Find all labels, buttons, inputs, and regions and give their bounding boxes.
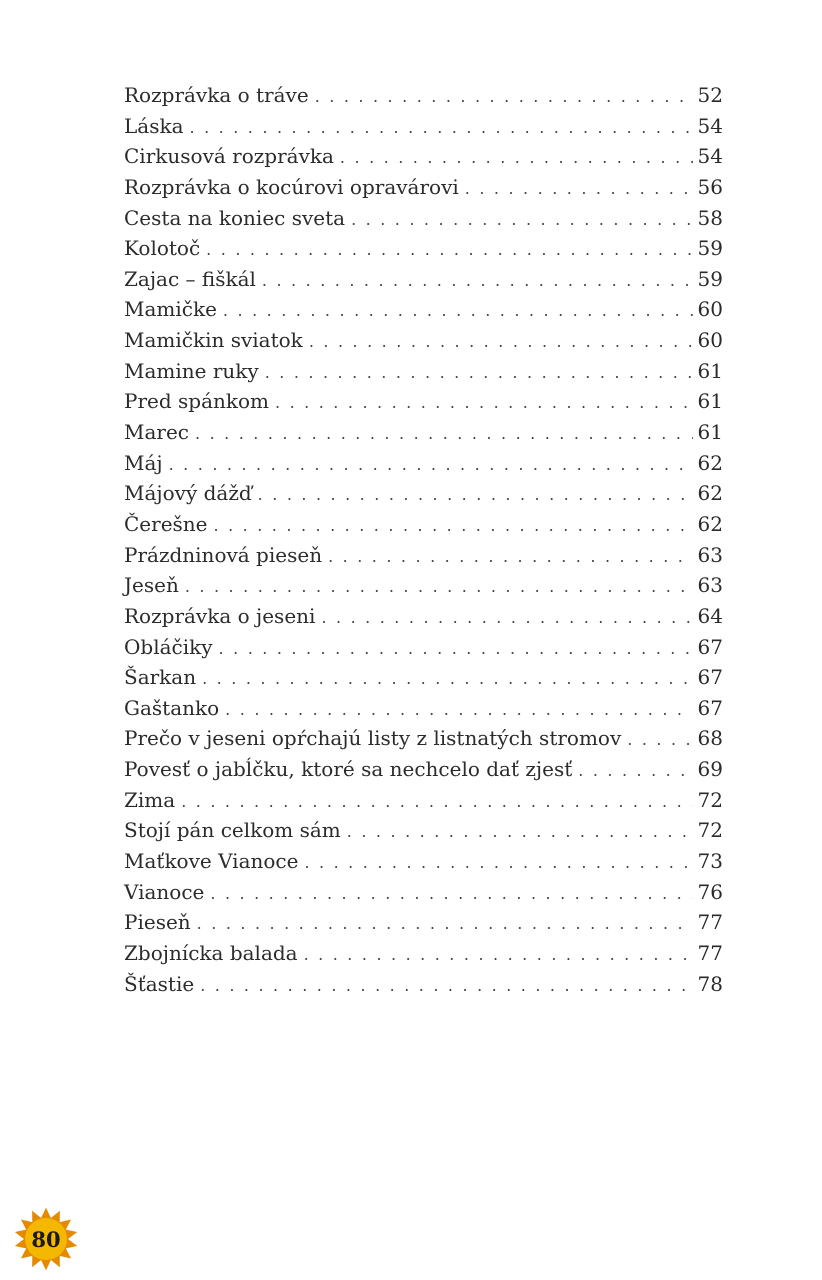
toc-entry-page: 62 xyxy=(697,450,723,475)
toc-entry-title: Prázdninová pieseň xyxy=(124,542,323,567)
toc-entry-page: 78 xyxy=(697,971,723,996)
toc-dot-leader xyxy=(340,143,693,173)
toc-entry-title: Čerešne xyxy=(124,511,208,536)
toc-entry xyxy=(124,785,723,816)
toc-entry-page: 67 xyxy=(697,634,723,659)
toc-entry xyxy=(124,754,723,785)
toc-entry-title: Pred spánkom xyxy=(124,389,270,414)
toc-dot-leader xyxy=(262,266,693,296)
toc-entry xyxy=(124,294,723,325)
toc-entry-title: Marec xyxy=(124,420,189,445)
toc-entry-title: Prečo v jeseni opŕchajú listy z listnatých stromov xyxy=(124,726,622,751)
toc-entry-page: 72 xyxy=(697,787,723,812)
toc-dot-leader xyxy=(195,419,693,449)
toc-entry-title: Vianoce xyxy=(124,879,205,904)
toc-entry-page: 60 xyxy=(697,328,723,353)
toc-entry-page: 73 xyxy=(697,849,723,874)
toc-entry-title: Zajac – fiškál xyxy=(124,266,256,291)
toc-entry-page: 52 xyxy=(697,83,723,107)
toc-entry xyxy=(124,478,723,509)
toc-entry-title: Rozprávka o tráve xyxy=(124,83,309,107)
toc-entry-page: 59 xyxy=(697,266,723,291)
toc-entry-title: Povesť o jabĺčku, ktoré sa nechcelo dať zjesť xyxy=(124,757,573,782)
toc-entry-title: Mamičkin sviatok xyxy=(124,328,303,353)
toc-entry-page: 62 xyxy=(697,481,723,506)
toc-entry-title: Rozprávka o kocúrovi opravárovi xyxy=(124,174,459,199)
toc-entry xyxy=(124,264,723,295)
toc-entry-page: 63 xyxy=(697,573,723,598)
toc-dot-leader xyxy=(181,787,693,817)
toc-entry xyxy=(124,815,723,846)
toc-entry xyxy=(124,172,723,203)
toc-entry-page: 72 xyxy=(697,818,723,843)
toc-entry-title: Zima xyxy=(124,787,176,812)
toc-dot-leader xyxy=(315,82,693,112)
toc-entry-title: Gaštanko xyxy=(124,695,220,720)
toc-entry xyxy=(124,570,723,601)
toc-entry xyxy=(124,325,723,356)
toc-dot-leader xyxy=(223,296,693,326)
toc-entry xyxy=(124,969,723,1000)
toc-entry-page: 76 xyxy=(697,879,723,904)
toc-entry xyxy=(124,601,723,632)
toc-entry xyxy=(124,356,723,387)
toc-dot-leader xyxy=(321,603,693,633)
toc-entry-title: Mamine ruky xyxy=(124,358,259,383)
toc-entry-page: 77 xyxy=(697,910,723,935)
toc-entry-title: Jeseň xyxy=(124,573,179,598)
toc-entry xyxy=(124,723,723,754)
toc-entry-title: Obláčiky xyxy=(124,634,213,659)
toc-entry-title: Zbojnícka balada xyxy=(124,940,298,965)
toc-dot-leader xyxy=(309,327,693,357)
toc-entry-page: 69 xyxy=(697,757,723,782)
toc-entry-title: Cesta na koniec sveta xyxy=(124,205,346,230)
toc-entry-title: Mamičke xyxy=(124,297,217,322)
toc-dot-leader xyxy=(465,174,693,204)
toc-entry-title: Stojí pán celkom sám xyxy=(124,818,341,843)
toc-entry xyxy=(124,693,723,724)
toc-dot-leader xyxy=(347,817,693,847)
toc-dot-leader xyxy=(328,542,693,572)
toc-dot-leader xyxy=(190,113,693,143)
toc-dot-leader xyxy=(265,358,693,388)
toc-entry xyxy=(124,448,723,479)
toc-entry xyxy=(124,386,723,417)
toc-entry xyxy=(124,877,723,908)
toc-dot-leader xyxy=(200,971,693,1001)
toc-entry-page: 67 xyxy=(697,665,723,690)
toc-entry-page: 67 xyxy=(697,695,723,720)
toc-entry-page: 68 xyxy=(697,726,723,751)
toc-entry xyxy=(124,907,723,938)
toc-entry xyxy=(124,80,723,111)
toc-entry xyxy=(124,203,723,234)
toc-entry-title: Kolotoč xyxy=(124,236,201,261)
toc-entry-page: 77 xyxy=(697,940,723,965)
toc-entry-page: 61 xyxy=(697,389,723,414)
toc-dot-leader xyxy=(169,450,693,480)
toc-entry-title: Šarkan xyxy=(124,665,197,690)
page-number: 80 xyxy=(31,1226,61,1252)
toc-entry-title: Maťkove Vianoce xyxy=(124,849,299,874)
toc-entry-page: 61 xyxy=(697,358,723,383)
toc-dot-leader xyxy=(210,879,693,909)
toc-entry-title: Máj xyxy=(124,450,163,475)
toc-entry-page: 64 xyxy=(697,603,723,628)
toc-dot-leader xyxy=(202,664,693,694)
toc-dot-leader xyxy=(206,235,693,265)
toc-entry-page: 62 xyxy=(697,511,723,536)
toc-entry-title: Májový dážď xyxy=(124,481,252,506)
toc-dot-leader xyxy=(258,480,693,510)
toc-entry-title: Láska xyxy=(124,113,184,138)
toc-dot-leader xyxy=(304,848,693,878)
toc-dot-leader xyxy=(185,572,693,602)
toc-entry-page: 60 xyxy=(697,297,723,322)
toc-entry-page: 61 xyxy=(697,420,723,445)
toc-dot-leader xyxy=(197,909,693,939)
toc-entry xyxy=(124,540,723,571)
toc-entry xyxy=(124,632,723,663)
toc-entry-title: Rozprávka o jeseni xyxy=(124,603,316,628)
toc-entry xyxy=(124,662,723,693)
toc-entry xyxy=(124,233,723,264)
toc-entry xyxy=(124,111,723,142)
toc-entry xyxy=(124,509,723,540)
toc-entry xyxy=(124,141,723,172)
toc-entry-page: 58 xyxy=(697,205,723,230)
page-number-badge xyxy=(10,1206,90,1272)
toc-entry xyxy=(124,846,723,877)
toc-entry xyxy=(124,417,723,448)
toc-entry-title: Šťastie xyxy=(124,971,195,996)
toc-dot-leader xyxy=(219,634,693,664)
toc-dot-leader xyxy=(275,388,693,418)
toc-entry xyxy=(124,938,723,969)
toc-dot-leader xyxy=(578,756,693,786)
toc-entry-page: 56 xyxy=(697,174,723,199)
toc-entry-page: 63 xyxy=(697,542,723,567)
toc-dot-leader xyxy=(627,725,693,755)
toc-dot-leader xyxy=(225,695,693,725)
toc-dot-leader xyxy=(214,511,693,541)
toc-entry-page: 54 xyxy=(697,144,723,169)
toc-entry-page: 54 xyxy=(697,113,723,138)
table-of-contents xyxy=(124,80,723,999)
toc-entry-title: Cirkusová rozprávka xyxy=(124,144,334,169)
toc-entry-page: 59 xyxy=(697,236,723,261)
toc-dot-leader xyxy=(351,205,693,235)
toc-entry-title: Pieseň xyxy=(124,910,191,935)
toc-dot-leader xyxy=(304,940,693,970)
